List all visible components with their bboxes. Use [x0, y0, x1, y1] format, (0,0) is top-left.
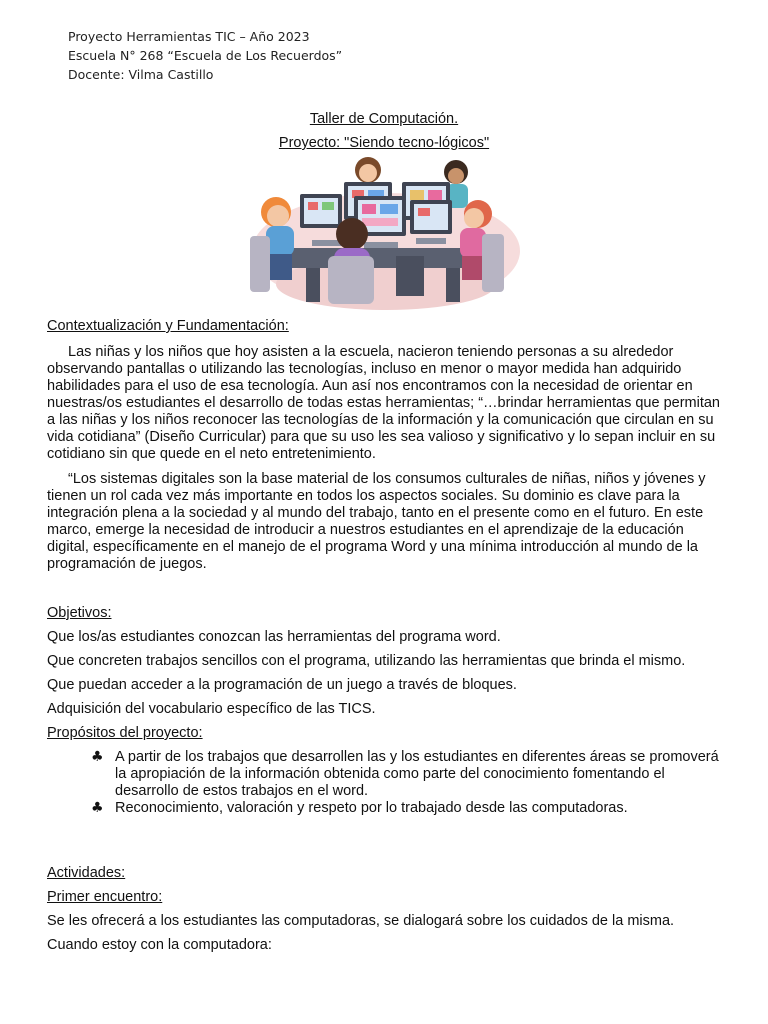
objective-item: Que puedan acceder a la programación de un juego a través de bloques.	[47, 677, 517, 693]
activity-line: Se les ofrecerá a los estudiantes las computadoras, se dialogará sobre los cuidados de la misma.	[47, 913, 675, 929]
objective-item: Que concreten trabajos sencillos con el programa, utilizando las herramientas que brinda el mismo.	[47, 653, 686, 669]
header-project-line: Proyecto Herramientas TIC – Año 2023	[68, 29, 310, 44]
first-meeting-heading: Primer encuentro:	[47, 889, 163, 905]
header-school-line: Escuela N° 268 “Escuela de Los Recuerdos”	[68, 48, 343, 63]
document-title	[0, 107, 768, 155]
title-workshop: Taller de Computación.	[309, 111, 459, 127]
title-project: Proyecto: "Siendo tecno-lógicos"	[278, 135, 490, 151]
purposes-list	[47, 749, 723, 817]
objectives-heading: Objetivos:	[47, 605, 112, 621]
header-teacher-line: Docente: Vilma Castillo	[68, 67, 214, 82]
purpose-text: Reconocimiento, valoración y respeto por lo trabajado desde las computadoras.	[115, 800, 628, 816]
context-heading: Contextualización y Fundamentación:	[47, 318, 289, 334]
objective-item: Adquisición del vocabulario específico de las TICS.	[47, 701, 376, 717]
document-header	[68, 27, 342, 84]
objective-item: Que los/as estudiantes conozcan las herramientas del programa word.	[47, 629, 501, 645]
document-body	[47, 318, 723, 954]
context-paragraph-2: “Los sistemas digitales son la base material de los consumos culturales de niñas, niños y jóvenes y tienen un rol cada vez más importante en todos los aspectos sociales. Su dominio es clave para la integración plena a la sociedad y al mundo del trabajo, tanto en el presente como en el futuro. En este marco, emerge la necesidad de introducir a nuestros estudiantes en el aprendizaje de la educación digital, específicamente en el manejo de el programa Word y una mínima introducción al mundo de la programación de juegos.	[47, 471, 706, 572]
children-at-computers-illustration	[246, 156, 524, 312]
context-paragraph-1: Las niñas y los niños que hoy asisten a la escuela, nacieron teniendo personas a su alrededor observando pantallas o utilizando las tecnologías, incluso en menor o mayor medida han adquirido habilidades para el uso de esa tecnología. Aun así nos encontramos con la necesidad de orientar en nuestras/os estudiantes el desarrollo de todas estas herramientas; “…brindar herramientas que permitan a las niñas y los niños reconocer las tecnologías de la información y la comunicación que circulan en su vida cotidiana” (Diseño Curricular) para que su uso les sea valioso y significativo y lo sepan incluir en su cotidiano sin que quede en el neto entretenimiento.	[47, 344, 720, 462]
club-bullet-icon: ♣	[91, 800, 104, 816]
activity-line: Cuando estoy con la computadora:	[47, 937, 272, 953]
list-item	[91, 749, 723, 800]
list-item	[91, 800, 723, 817]
activities-heading: Actividades:	[47, 865, 126, 881]
purposes-heading: Propósitos del proyecto:	[47, 725, 203, 741]
club-bullet-icon: ♣	[91, 749, 104, 765]
purpose-text: A partir de los trabajos que desarrollen las y los estudiantes en diferentes áreas se promoverá la apropiación de la información obtenida como parte del conocimiento fomentando el desarrollo de estos trabajos en el word.	[115, 749, 719, 799]
